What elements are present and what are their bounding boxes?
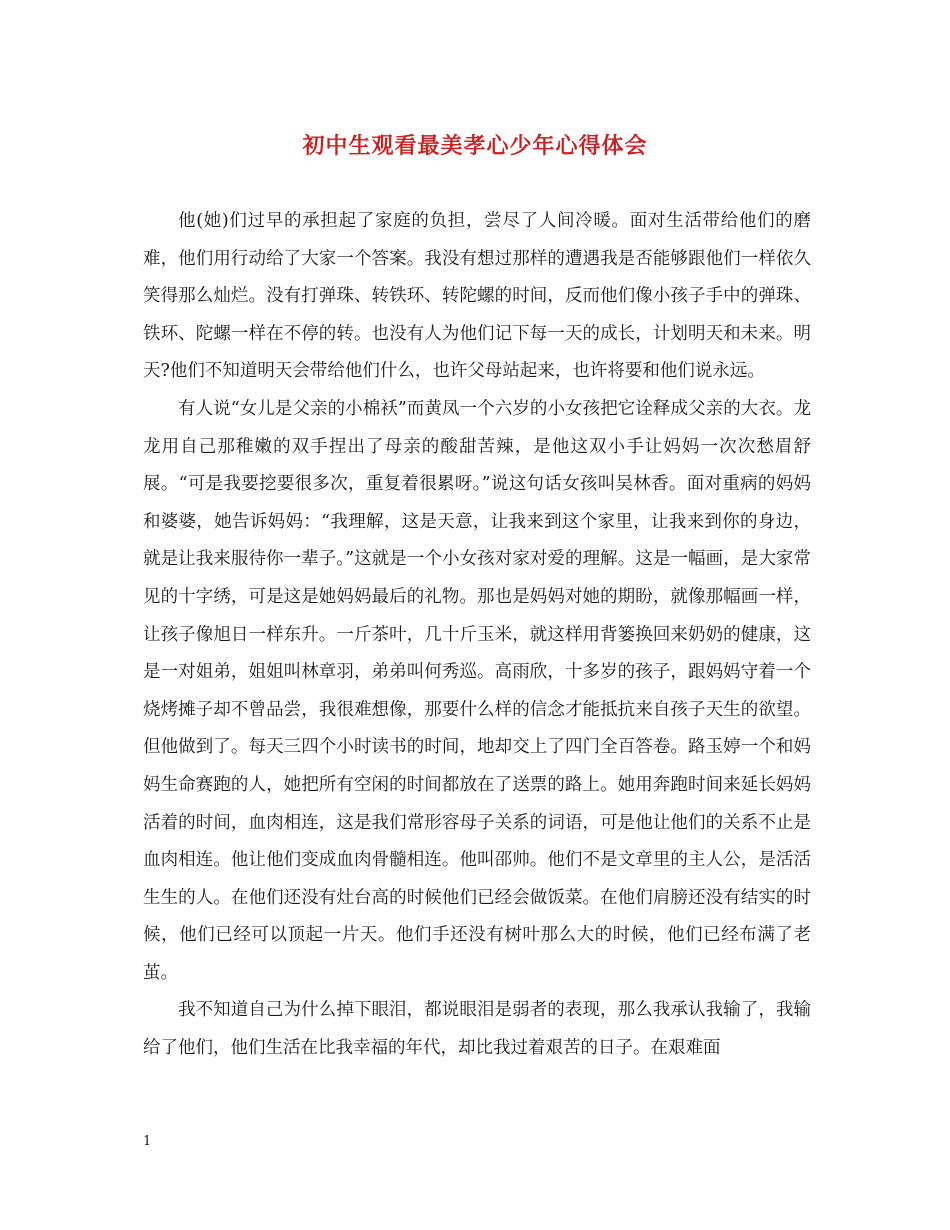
paragraph-1: 他(她)们过早的承担起了家庭的负担，尝尽了人间冷暖。面对生活带给他们的磨难，他们用行动给了大家一个答案。我没有想过那样的遭遇我是否能够跟他们一样依久笑得那么灿烂。没有打弹珠、转铁环、转陀螺的时间，反而他们像小孩子手中的弹珠、铁环、陀螺一样在不停的转。也没有人为他们记下每一天的成长，计划明天和未来。明天?他们不知道明天会带给他们什么，也许父母站起来，也许将要和他们说永远。 — [143, 211, 811, 382]
page-number: 1 — [143, 1134, 152, 1149]
document-title: 初中生观看最美孝心少年心得体会 — [302, 133, 648, 159]
paragraph-2: 有人说“女儿是父亲的小棉袄”而黄凤一个六岁的小女孩把它诠释成父亲的大衣。龙龙用自己那稚嫩的双手捏出了母亲的酸甜苦辣，是他这双小手让妈妈一次次愁眉舒展。“可是我要挖要很多次，重复着很累呀。”说这句话女孩叫吴林香。面对重病的妈妈和婆婆，她告诉妈妈：“我理解，这是天意，让我来到这个家里，让我来到你的身边，就是让我来服待你一辈子。”这就是一个小女孩对家对爱的理解。这是一幅画，是大家常见的十字绣，可是这是她妈妈最后的礼物。那也是妈妈对她的期盼，就像那幅画一样，让孩子像旭日一样东升。一斤茶叶，几十斤玉米，就这样用背篓换回来奶奶的健康，这是一对姐弟，姐姐叫林章羽，弟弟叫何秀巡。高雨欣，十多岁的孩子，跟妈妈守着一个烧烤摊子却不曾品尝，我很难想像，那要什么样的信念才能抵抗来自孩子天生的欲望。但他做到了。每天三四个小时读书的时间，地却交上了四门全百答卷。路玉婷一个和妈妈生命赛跑的人，她把所有空闲的时间都放在了送票的路上。她用奔跑时间来延长妈妈活着的时间，血肉相连，这是我们常形容母子关系的词语，可是他让他们的关系不止是血肉相连。他让他们变成血肉骨髓相连。他叫邵帅。他们不是文章里的主人公，是活活生生的人。在他们还没有灶台高的时候他们已经会做饭菜。在他们肩膀还没有结实的时候，他们已经可以顶起一片天。他们手还没有树叶那么大的时候，他们已经布满了老茧。 — [143, 398, 811, 983]
document-body — [143, 203, 811, 1068]
paragraph-3: 我不知道自己为什么掉下眼泪，都说眼泪是弱者的表现，那么我承认我输了，我输给了他们，他们生活在比我幸福的年代，却比我过着艰苦的日子。在艰难面 — [143, 1000, 811, 1059]
